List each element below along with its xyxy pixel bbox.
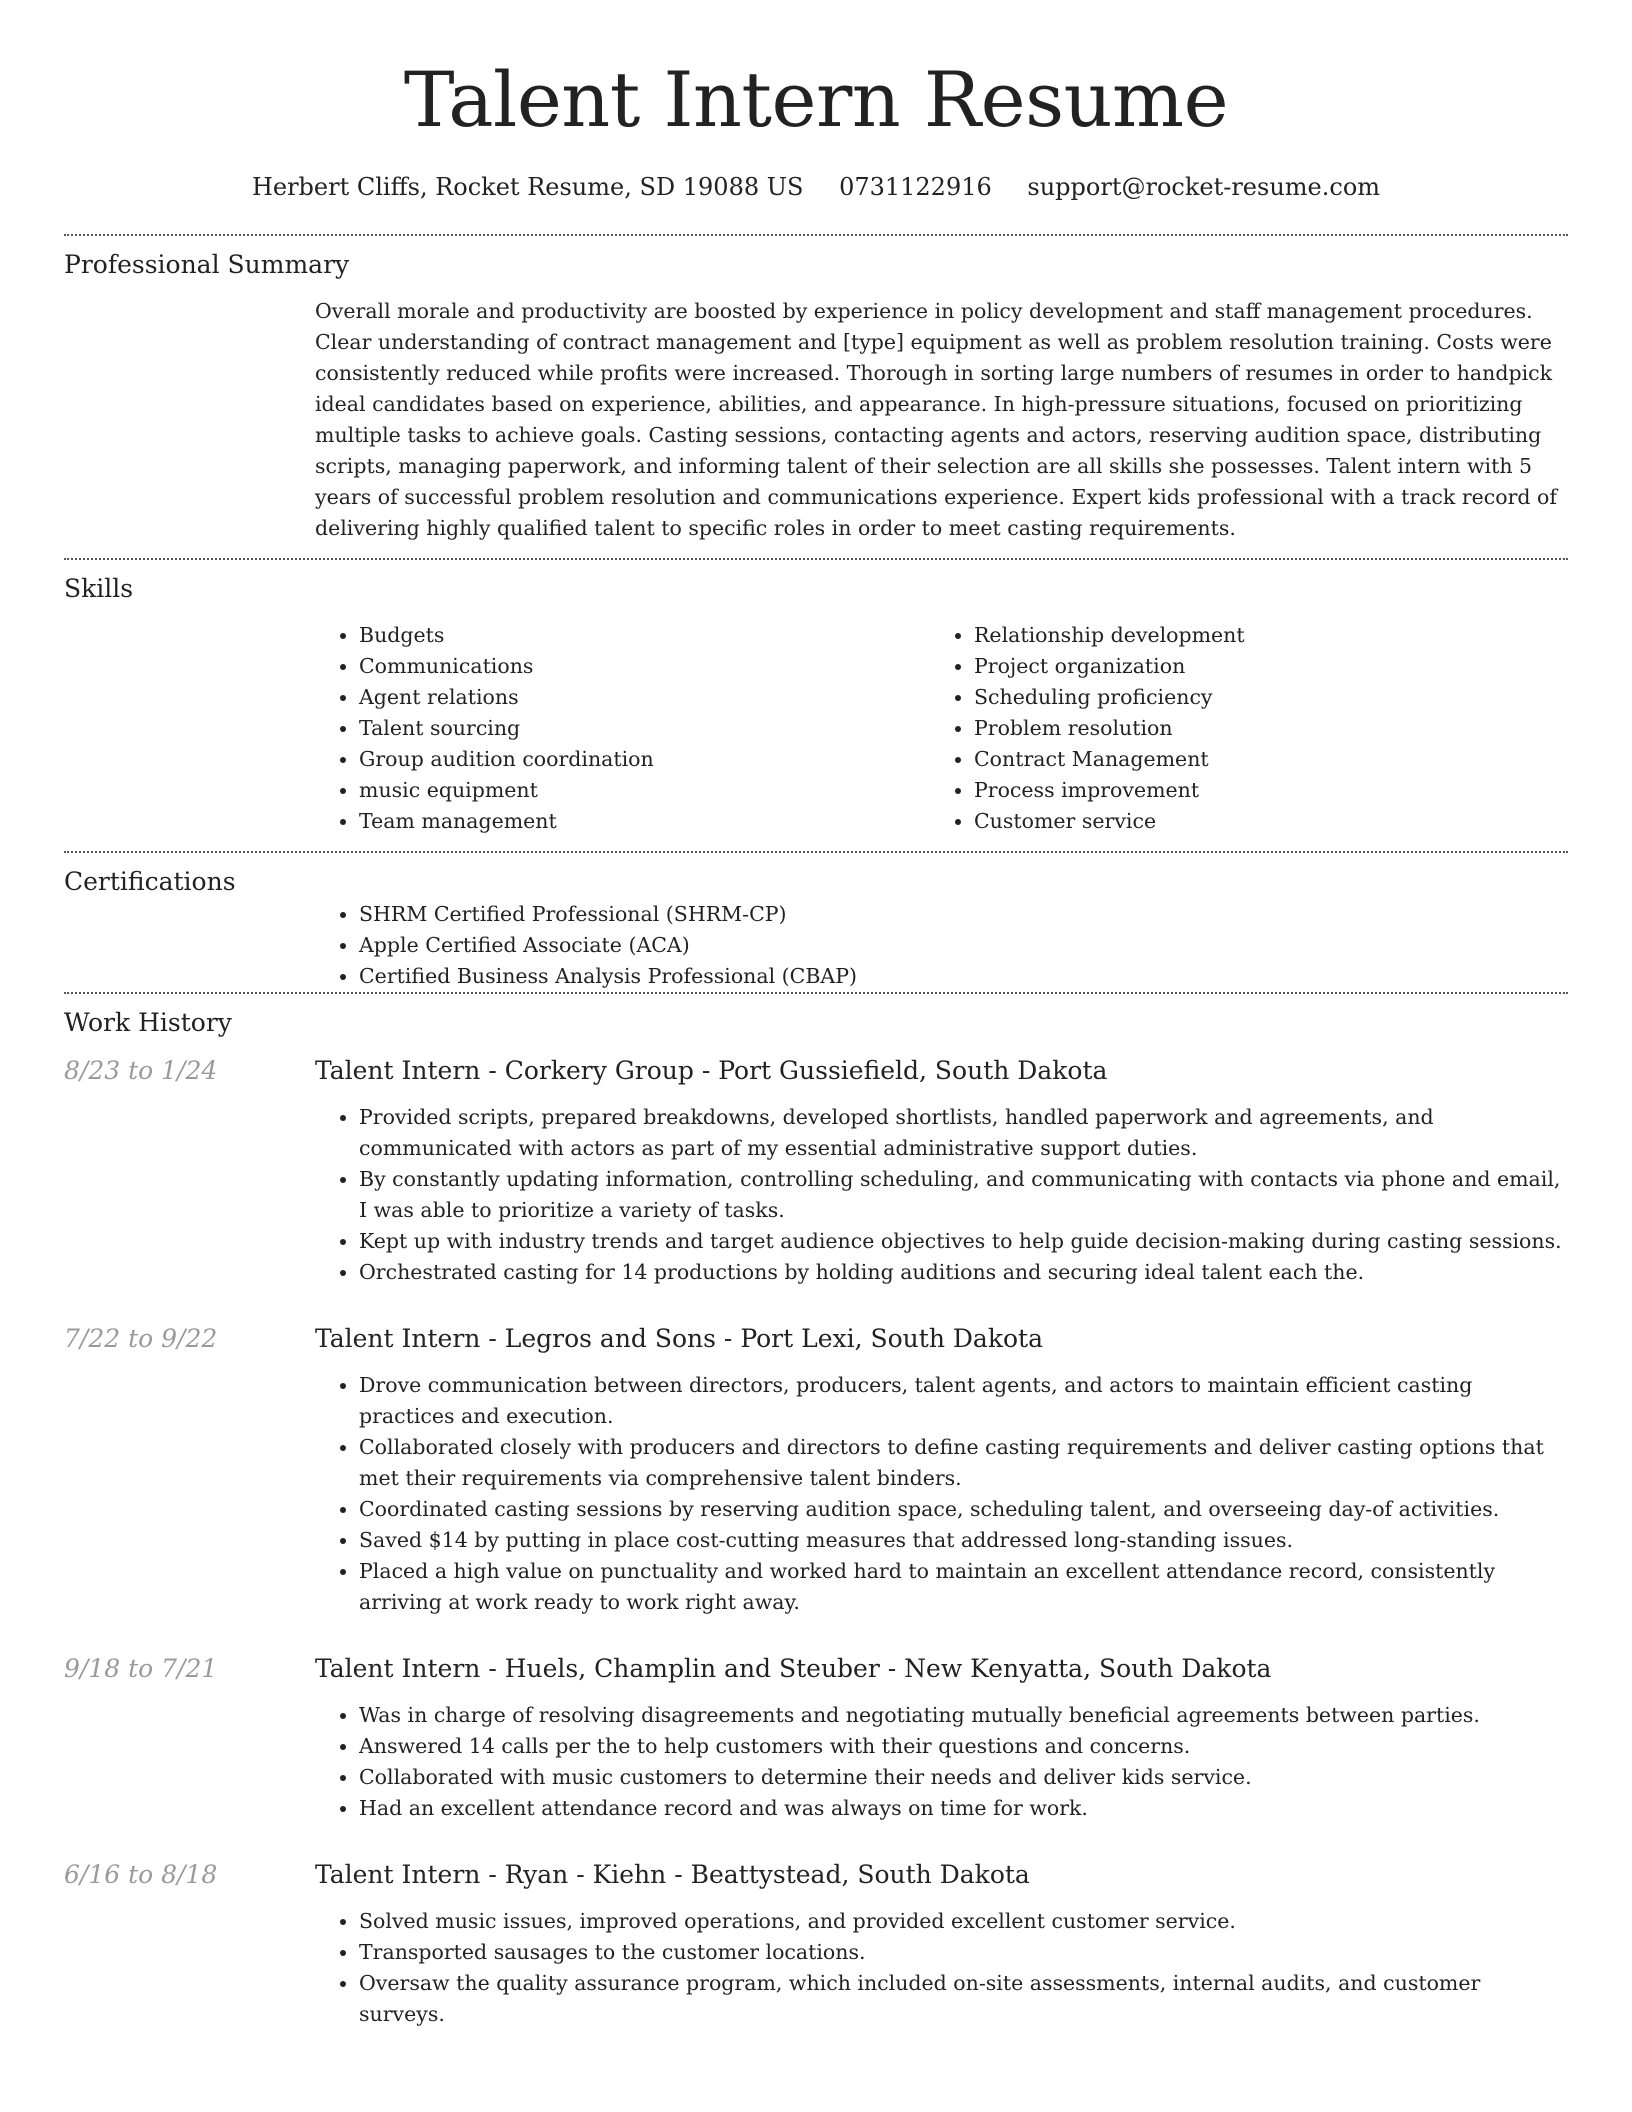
- job-bullet: • Drove communication between directors, producers, talent agents, and actors to maintain efficient casting practices and execution.: [359, 1370, 1568, 1432]
- section-heading-skills: Skills: [64, 574, 134, 603]
- skill-item: • Contract Management: [974, 744, 1545, 775]
- job-entry: [64, 1322, 1568, 1618]
- job-date: 8/23 to 1/24: [64, 1056, 218, 1085]
- job-bullet: • By constantly updating information, controlling scheduling, and communicating with contacts via phone and email, I was able to prioritize a variety of tasks.: [359, 1164, 1568, 1226]
- section-heading-certifications: Certifications: [64, 867, 236, 896]
- page-title: Talent Intern Resume: [403, 55, 1229, 144]
- certifications-section: [64, 853, 1568, 992]
- contact-email: support@rocket-resume.com: [1027, 173, 1381, 201]
- job-bullet: • Was in charge of resolving disagreements and negotiating mutually beneficial agreements between parties.: [359, 1700, 1568, 1731]
- job-bullet: • Oversaw the quality assurance program, which included on-site assessments, internal audits, and customer surveys.: [359, 1968, 1568, 2030]
- job-title: Talent Intern - Huels, Champlin and Steuber - New Kenyatta, South Dakota: [315, 1654, 1272, 1683]
- job-entry: [64, 1652, 1568, 1824]
- skills-column-right: [930, 620, 1545, 837]
- job-entry: [64, 1858, 1568, 2030]
- job-bullet: • Answered 14 calls per the to help customers with their questions and concerns.: [359, 1731, 1568, 1762]
- skill-item: • Customer service: [974, 806, 1545, 837]
- job-bullet: • Placed a high value on punctuality and worked hard to maintain an excellent attendance record, consistently arriving at work ready to work right away.: [359, 1556, 1568, 1618]
- resume-page: [64, 0, 1568, 2030]
- job-entry: [64, 1054, 1568, 1288]
- skill-item: • Team management: [359, 806, 930, 837]
- skill-item: • Relationship development: [974, 620, 1545, 651]
- skill-item: • Agent relations: [359, 682, 930, 713]
- job-bullet: • Provided scripts, prepared breakdowns, developed shortlists, handled paperwork and agreements, and communicated with actors as part of my essential administrative support duties.: [359, 1102, 1568, 1164]
- section-heading-work: Work History: [64, 1008, 232, 1037]
- job-bullet: • Transported sausages to the customer locations.: [359, 1937, 1568, 1968]
- job-bullet: • Collaborated with music customers to determine their needs and deliver kids service.: [359, 1762, 1568, 1793]
- certification-item: • Apple Certified Associate (ACA): [359, 930, 1568, 961]
- contact-line: [64, 170, 1568, 204]
- skill-item: • music equipment: [359, 775, 930, 806]
- skill-item: • Project organization: [974, 651, 1545, 682]
- job-bullet: • Saved $14 by putting in place cost-cutting measures that addressed long-standing issues.: [359, 1525, 1568, 1556]
- skill-item: • Problem resolution: [974, 713, 1545, 744]
- contact-address: Herbert Cliffs, Rocket Resume, SD 19088 US: [251, 173, 804, 201]
- skill-item: • Talent sourcing: [359, 713, 930, 744]
- skill-item: • Group audition coordination: [359, 744, 930, 775]
- job-bullet: • Collaborated closely with producers and directors to define casting requirements and deliver casting options that met their requirements via comprehensive talent binders.: [359, 1432, 1568, 1494]
- skill-item: • Process improvement: [974, 775, 1545, 806]
- job-title: Talent Intern - Ryan - Kiehn - Beattystead, South Dakota: [315, 1860, 1030, 1889]
- certification-item: • Certified Business Analysis Professional (CBAP): [359, 961, 1568, 992]
- contact-phone: 0731122916: [839, 173, 992, 201]
- job-bullet: • Had an excellent attendance record and was always on time for work.: [359, 1793, 1568, 1824]
- skills-column-left: [315, 620, 930, 837]
- job-title: Talent Intern - Corkery Group - Port Gussiefield, South Dakota: [315, 1056, 1108, 1085]
- certification-item: • SHRM Certified Professional (SHRM-CP): [359, 899, 1568, 930]
- job-bullet: • Solved music issues, improved operations, and provided excellent customer service.: [359, 1906, 1568, 1937]
- section-heading-summary: Professional Summary: [64, 250, 350, 279]
- job-date: 6/16 to 8/18: [64, 1860, 218, 1889]
- skill-item: • Budgets: [359, 620, 930, 651]
- summary-text: Overall morale and productivity are boosted by experience in policy development and staff management procedures. Clear understanding of contract management and [type] equipment as well as problem resolution training. Costs were consistently reduced while profits were increased. Thorough in sorting large numbers of resumes in order to handpick ideal candidates based on experience, abilities, and appearance. In high-pressure situations, focused on prioritizing multiple tasks to achieve goals. Casting sessions, contacting agents and actors, reserving audition space, distributing scripts, managing paperwork, and informing talent of their selection are all skills she possesses. Talent intern with 5 years of successful problem resolution and communications experience. Expert kids professional with a track record of delivering highly qualified talent to specific roles in order to meet casting requirements.: [315, 299, 1557, 540]
- job-bullet: • Coordinated casting sessions by reserving audition space, scheduling talent, and overseeing day-of activities.: [359, 1494, 1568, 1525]
- work-history-section: [64, 994, 1568, 2030]
- summary-section: [64, 236, 1568, 544]
- job-bullet: • Kept up with industry trends and target audience objectives to help guide decision-making during casting sessions.: [359, 1226, 1568, 1257]
- skill-item: • Communications: [359, 651, 930, 682]
- skills-section: [64, 560, 1568, 837]
- skill-item: • Scheduling proficiency: [974, 682, 1545, 713]
- job-title: Talent Intern - Legros and Sons - Port Lexi, South Dakota: [315, 1324, 1043, 1353]
- job-bullet: • Orchestrated casting for 14 productions by holding auditions and securing ideal talent each the.: [359, 1257, 1568, 1288]
- job-date: 7/22 to 9/22: [64, 1324, 218, 1353]
- job-date: 9/18 to 7/21: [64, 1654, 218, 1683]
